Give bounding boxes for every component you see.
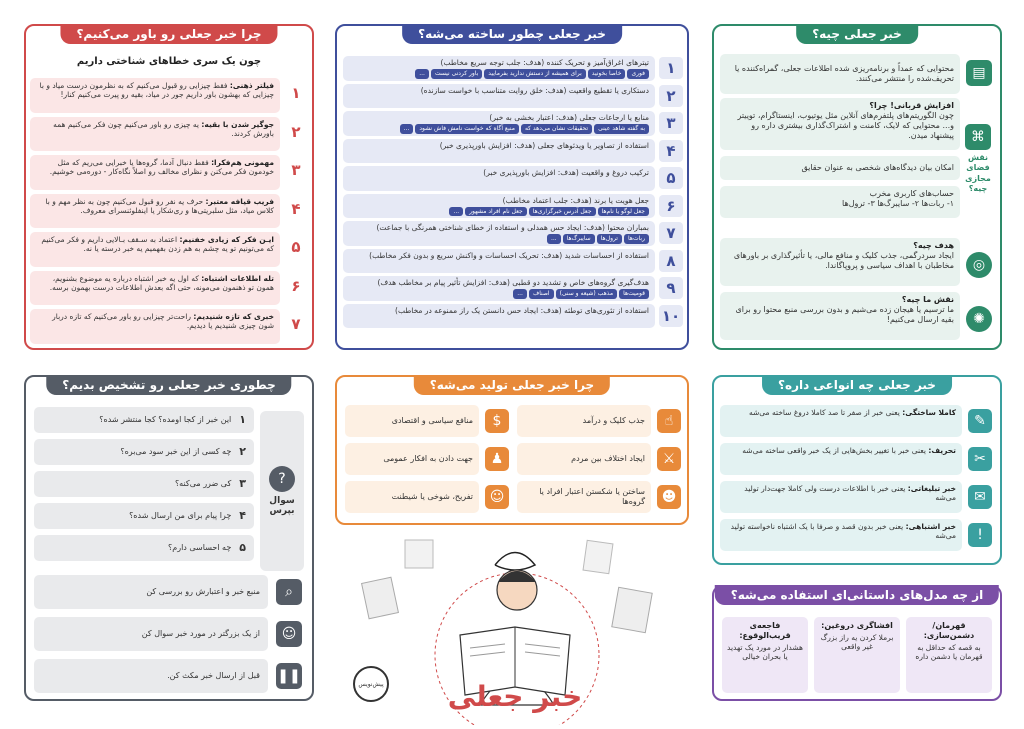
how-chips bbox=[349, 288, 649, 299]
how-row-number: ۶ bbox=[659, 195, 683, 217]
how-chip: ترول‌ها bbox=[597, 234, 622, 244]
how-chip: ... bbox=[400, 124, 414, 134]
how-chip: قومیت‌ها bbox=[619, 289, 649, 299]
how-row-text: جعل هویت یا برند (هدف: جلب اعتماد مخاطب) bbox=[502, 195, 649, 205]
how-chip: جعل لوگو یا نام‌ها bbox=[598, 207, 649, 217]
why-row-text bbox=[36, 120, 274, 139]
how-chip: به گفته شاهد عینی bbox=[594, 124, 649, 134]
how-row-number: ۷ bbox=[659, 222, 683, 244]
why-row-bold: خبری که تازه شنیدیم: bbox=[193, 312, 274, 321]
what-def: محتوایی که عمداً و برنامه‌ریزی شده اطلاعات جعلی، گمراه‌کننده یا تحریف‌شده را منتشر می‌کنند. bbox=[720, 54, 960, 94]
type-bold: تحریف: bbox=[928, 446, 956, 455]
produce-text: تفریح، شوخی یا شیطنت bbox=[391, 492, 473, 501]
how-chip: مذهب (شیعه و سنی) bbox=[556, 289, 618, 299]
produce-text: جهت دادن به افکار عمومی bbox=[383, 454, 473, 463]
why-row-number: ۱ bbox=[291, 84, 301, 102]
type-row bbox=[720, 443, 962, 475]
how-row-text: هدف‌گیری گروه‌های خاص و تشدید دو قطبی (هدف: افزایش تأثیر پیام بر مخاطب هدف) bbox=[377, 278, 649, 287]
question-number: ۲ bbox=[239, 445, 246, 459]
models-panel bbox=[712, 585, 1002, 701]
why-row bbox=[30, 232, 280, 267]
action-text: منبع خبر و اعتبارش رو بررسی کن bbox=[146, 587, 260, 596]
how-row-number: ۵ bbox=[659, 167, 683, 189]
role-label: نقش فضای مجازی چیه؟ bbox=[965, 153, 991, 194]
action-row bbox=[34, 659, 268, 693]
why-row-bold: مهمونی هم‌فکرا: bbox=[211, 158, 274, 167]
why-row-number: ۵ bbox=[291, 238, 301, 256]
type-desc: یعنی خبر از صفر تا صد کاملا دروغ ساخته می‌شه bbox=[749, 408, 900, 417]
center-title: خبر جعلی bbox=[447, 680, 583, 713]
how-row-number: ۲ bbox=[659, 85, 683, 107]
produce-text: جذب کلیک و درآمد bbox=[582, 416, 645, 425]
type-text bbox=[726, 484, 956, 503]
how-chip: ... bbox=[449, 207, 463, 217]
why-sub: چون یک سری خطاهای شناختی داریم bbox=[76, 56, 262, 67]
why-row bbox=[30, 309, 280, 344]
why-row-text bbox=[36, 274, 274, 293]
how-row-text: تیترهای اغراق‌آمیز و تحریک کننده (هدف: جلب توجه سریع مخاطب) bbox=[440, 58, 649, 67]
type-bold: خبر اشتباهی: bbox=[905, 522, 956, 531]
model-desc: به قصه که حداقل به قهرمان یا دشمن داره bbox=[915, 643, 983, 662]
why-row-bold: تله اطلاعات اشتباه: bbox=[201, 273, 274, 283]
boost-title: افزایش قربانی! چرا؟ bbox=[869, 101, 954, 110]
produce-item bbox=[345, 443, 479, 475]
detect-panel bbox=[24, 375, 314, 701]
why-row bbox=[30, 155, 280, 190]
how-row-text: استفاده از تئوری‌های توطئه (هدف: ایجاد حس دانستن یک راز ممنوعه در مخاطب) bbox=[395, 305, 649, 315]
produce-item bbox=[517, 405, 651, 437]
why-panel bbox=[24, 24, 314, 350]
types-title: خبر جعلی چه انواعی داره؟ bbox=[762, 375, 952, 395]
how-chip: جعل نام افراد مشهور bbox=[465, 207, 527, 217]
how-row-number: ۱۰ bbox=[659, 305, 683, 327]
type-row bbox=[720, 405, 962, 437]
how-row-number: ۸ bbox=[659, 250, 683, 272]
model-bold: فاجعه‌ی قریب‌الوقوع: bbox=[739, 621, 791, 640]
question-number: ۵ bbox=[239, 541, 246, 555]
question-row bbox=[34, 439, 254, 465]
how-row bbox=[343, 221, 655, 246]
our-text: ما ترسیم یا هیجان زده می‌شیم و بدون بررسی منبع محتوا رو برای بقیه ارسال می‌کنیم! bbox=[735, 305, 954, 324]
detect-title: چطوری خبر جعلی رو تشخیص بدیم؟ bbox=[46, 375, 291, 395]
how-title: خبر جعلی چطور ساخته می‌شه؟ bbox=[402, 24, 622, 44]
how-row bbox=[343, 111, 655, 136]
how-row-text: استفاده از تصاویر یا ویدئوهای جعلی (هدف: افزایش باورپذیری خبر) bbox=[439, 140, 649, 150]
accounts-list: ۱- ربات‌ها ۲- سایبرگ‌ها ۳- ترول‌ها bbox=[842, 199, 954, 208]
model-item bbox=[722, 617, 808, 693]
why-row-number: ۲ bbox=[291, 122, 301, 141]
how-chip: ربات‌ها bbox=[624, 234, 649, 244]
how-row-text: منابع یا ارجاعات جعلی (هدف: اعتبار بخشی به خبر) bbox=[489, 113, 649, 122]
center-illustration bbox=[345, 530, 685, 725]
model-desc: هشدار در مورد یک تهدید یا بحران خیالی bbox=[727, 643, 803, 662]
produce-text: ایجاد اختلاف بین مردم bbox=[571, 454, 645, 463]
how-chip: جعل آدرس خبرگزاری‌ها bbox=[529, 207, 596, 217]
divide-icon: ⚔ bbox=[657, 447, 681, 471]
how-chip: باور کردنی نیست bbox=[431, 69, 482, 79]
question-row bbox=[34, 503, 254, 529]
why-title: چرا خبر جعلی رو باور می‌کنیم؟ bbox=[60, 24, 277, 44]
how-chip: منبع آگاه که خواست نامش فاش نشود bbox=[415, 124, 519, 134]
goal-block bbox=[720, 238, 960, 286]
money-icon: $ bbox=[485, 409, 509, 433]
how-row bbox=[343, 304, 655, 329]
type-text bbox=[726, 522, 956, 541]
why-row-number: ۴ bbox=[291, 199, 301, 218]
how-chip: خاصا بخونید bbox=[588, 69, 626, 79]
how-row-text: بمباران محتوا (هدف: ایجاد حس همدلی و استفاده از خطای شناختی همرنگی با جماعت) bbox=[376, 223, 649, 232]
type-desc: یعنی خبر بدون قصد و صرفا با یک اشتباه ناخواسته تولید می‌شه bbox=[730, 522, 956, 541]
why-row bbox=[30, 194, 280, 229]
person-icon: ☻ bbox=[657, 485, 681, 509]
why-row-desc: که اول یه خبر اشتباه درباره یه موضوع بشنویم، همون تو ذهنمون می‌مونه، حتی اگه بعدش اطلاعات درست بهمون برسه. bbox=[49, 273, 274, 292]
type-desc: یعنی خبر با اطلاعات درست ولی کاملا جهت‌دار تولید می‌شه bbox=[744, 484, 956, 503]
type-bold: خبر تبلیغاتی: bbox=[907, 484, 956, 493]
how-chips bbox=[349, 68, 649, 79]
click-icon: ☝ bbox=[657, 409, 681, 433]
how-row bbox=[343, 139, 655, 164]
ask-block bbox=[260, 411, 304, 571]
mistake-icon: ! bbox=[968, 523, 992, 547]
question-text: چه احساسی دارم؟ bbox=[168, 543, 232, 552]
question-row bbox=[34, 407, 254, 433]
how-row bbox=[343, 84, 655, 109]
how-chips bbox=[349, 206, 649, 217]
how-row bbox=[343, 166, 655, 191]
how-row-number: ۴ bbox=[659, 140, 683, 162]
how-chip: برای همیشه از دستش ندارید بفرمایید bbox=[484, 69, 586, 79]
produce-title: چرا خبر جعلی تولید می‌شه؟ bbox=[414, 375, 610, 395]
our-block bbox=[720, 292, 960, 340]
how-row bbox=[343, 194, 655, 219]
why-row-text bbox=[36, 197, 274, 216]
ask-person-icon: ☺ bbox=[276, 621, 302, 647]
why-row-bold: ایـن فکر که زیادی خفنیم: bbox=[179, 235, 274, 244]
produce-text: منافع سیاسی و اقتصادی bbox=[391, 416, 473, 425]
why-row-number: ۶ bbox=[291, 276, 301, 295]
what-panel bbox=[712, 24, 1002, 350]
fabricated-icon: ✎ bbox=[968, 409, 992, 433]
how-row-text: ترکیب دروغ و واقعیت (هدف: افزایش باورپذیری خبر) bbox=[483, 168, 649, 177]
how-row bbox=[343, 56, 655, 81]
why-row bbox=[30, 117, 280, 152]
why-row-text bbox=[36, 158, 274, 177]
question-number: ۴ bbox=[239, 509, 246, 523]
question-number: ۳ bbox=[239, 477, 246, 491]
network-icon: ⌘ bbox=[965, 124, 991, 150]
question-text: چرا پیام برای من ارسال شده؟ bbox=[129, 511, 232, 520]
crowd-icon: ♟ bbox=[485, 447, 509, 471]
why-row-bold: فیلتر ذهنی: bbox=[229, 81, 274, 90]
how-panel bbox=[335, 24, 689, 350]
why-row-desc: اعتماد به سـقف بـالایی داریم و فکر می‌کنیم که می‌تونیم تو یه چشم به هم زدن بفهمیم یه خبر درسته یا نه. bbox=[41, 235, 274, 254]
why-row-desc: یه چیزی رو باور می‌کنیم چون فکر می‌کنیم همه باورش کردند. bbox=[53, 119, 274, 138]
produce-panel bbox=[335, 375, 689, 525]
laugh-icon: ☺ bbox=[485, 485, 509, 509]
why-row-text bbox=[36, 81, 274, 100]
accounts-title: حساب‌های کاربری مخرب bbox=[869, 189, 954, 198]
how-row-text: استفاده از احساسات شدید (هدف: تحریک احساسات و واکنش سریع و بدون فکر مخاطب) bbox=[369, 250, 649, 260]
personal-row: امکان بیان دیدگاه‌های شخصی به عنوان حقایق bbox=[720, 156, 960, 180]
type-text bbox=[726, 446, 956, 455]
how-chip: ... bbox=[415, 69, 429, 79]
models-title: از چه مدل‌های داستانی‌ای استفاده می‌شه؟ bbox=[715, 585, 999, 605]
why-row-bold: فریب قیافه معتبر: bbox=[205, 196, 274, 206]
why-row bbox=[30, 78, 280, 113]
type-text bbox=[726, 408, 956, 417]
how-chip: اصناف bbox=[529, 289, 554, 299]
type-row bbox=[720, 481, 962, 513]
thinking-head-icon: ? bbox=[269, 466, 295, 492]
boost-text: چون الگوریتم‌های پلتفرم‌های آنلاین مثل یوتیوب، اینستاگرام، توییتر و... محتوایی که لایک، کامنت و اشتراک‌گذاری بیشتری داره رو پیشنهاد میدن. bbox=[737, 111, 954, 140]
why-row-text bbox=[36, 312, 274, 331]
question-text: این خبر از کجا اومده؟ کجا منتشر شده؟ bbox=[99, 415, 232, 424]
model-bold: قهرمان/ دشمن‌سازی: bbox=[923, 621, 975, 640]
why-row-desc: حرف یه نفر رو قبول می‌کنیم چون به نظر مهم و با کلاس میاد، مثل سلبریتی‌ها و ری‌شکار یا اینفلوئنسرای معروف. bbox=[45, 196, 274, 215]
why-row-bold: جوگیر شدن با بقیه: bbox=[201, 119, 274, 129]
produce-item bbox=[517, 481, 651, 513]
people-icon: ✺ bbox=[966, 306, 992, 332]
types-panel bbox=[712, 375, 1002, 565]
type-row bbox=[720, 519, 962, 551]
what-title: خبر جعلی چیه؟ bbox=[796, 24, 918, 44]
why-row-desc: فقط چیزایی رو قبول می‌کنیم که به نظرمون درست میاد و با چیزایی که بهشون باور داریم جور در میاد، بقیه رو پیرت می‌کنیم کنار! bbox=[39, 81, 274, 100]
question-text: کی ضرر می‌کنه؟ bbox=[174, 479, 232, 488]
produce-item bbox=[345, 481, 479, 513]
document-icon: ▤ bbox=[966, 60, 992, 86]
how-chips bbox=[349, 233, 649, 244]
pause-icon: ❚❚ bbox=[276, 663, 302, 689]
action-row bbox=[34, 575, 268, 609]
how-row-text: دستکاری یا تقطیع واقعیت (هدف: خلق روایت متناسب با خواست سازنده) bbox=[420, 85, 649, 95]
model-desc: برملا کردن یه راز بزرگ غیر واقعی bbox=[820, 633, 894, 652]
produce-item bbox=[517, 443, 651, 475]
why-row bbox=[30, 271, 280, 306]
why-row-desc: فقط دنبال آدما، گروه‌ها یا خبرایی می‌ریم که مثل خودمون فکر می‌کنن و نظرای مخالف رو اصلاً نگاه‌کار - دوره‌می خوشیم. bbox=[49, 158, 274, 177]
how-chip: فوری bbox=[627, 69, 649, 79]
logo-stamp bbox=[353, 666, 389, 702]
how-chip: تحقیقات نشان می‌دهد که bbox=[521, 124, 592, 134]
how-row bbox=[343, 276, 655, 301]
question-number: ۱ bbox=[239, 413, 246, 427]
model-item bbox=[814, 617, 900, 693]
action-row bbox=[34, 617, 268, 651]
how-row bbox=[343, 249, 655, 274]
goal-title: هدف چیه؟ bbox=[913, 241, 954, 250]
question-row bbox=[34, 535, 254, 561]
type-bold: کاملا ساختگی: bbox=[902, 408, 956, 417]
logo-text: پیش‌نویس bbox=[358, 680, 384, 688]
why-row-number: ۷ bbox=[291, 315, 301, 333]
how-chip: ... bbox=[547, 234, 561, 244]
edit-icon: ✂ bbox=[968, 447, 992, 471]
produce-item bbox=[345, 405, 479, 437]
action-text: قبل از ارسال خبر مکث کن. bbox=[167, 671, 260, 680]
role-label-block bbox=[962, 124, 994, 195]
model-item bbox=[906, 617, 992, 693]
why-row-desc: راحت‌تر چیزایی رو باور می‌کنیم که تازه دربار شون چیزی شنیدیم یا دیدیم. bbox=[52, 312, 274, 331]
why-row-number: ۳ bbox=[291, 161, 301, 179]
produce-text: ساختن یا شکستن اعتبار افراد یا گروه‌ها bbox=[539, 487, 645, 506]
how-chip: ... bbox=[513, 289, 527, 299]
megaphone-icon: ✉ bbox=[968, 485, 992, 509]
action-text: از یک بزرگتر در مورد خبر سوال کن bbox=[141, 629, 260, 638]
search-icon: ⌕ bbox=[276, 579, 302, 605]
why-row-text bbox=[36, 235, 274, 254]
how-row-number: ۱ bbox=[659, 57, 683, 79]
how-chips bbox=[349, 123, 649, 134]
how-row-number: ۳ bbox=[659, 112, 683, 134]
how-chip: سایبرگ‌ها bbox=[563, 234, 595, 244]
question-text: چه کسی از این خبر سود می‌بره؟ bbox=[120, 447, 232, 456]
goal-text: ایجاد سردرگمی، جذب کلیک و منافع مالی، یا تأثیرگذاری بر باورهای مخاطبان با اهداف سیاسی و پروپاگاندا. bbox=[733, 251, 954, 270]
boost-block bbox=[720, 98, 960, 150]
target-icon: ◎ bbox=[966, 252, 992, 278]
our-title: نقش ما چیه؟ bbox=[901, 295, 954, 304]
ask-label: سوال بپرس bbox=[269, 496, 295, 516]
accounts-block bbox=[720, 186, 960, 218]
question-row bbox=[34, 471, 254, 497]
how-row-number: ۹ bbox=[659, 277, 683, 299]
model-bold: افشاگری دروغین: bbox=[821, 621, 893, 630]
type-desc: یعنی خبر با تغییر بخش‌هایی از یک خبر واقعی ساخته می‌شه bbox=[742, 446, 926, 455]
